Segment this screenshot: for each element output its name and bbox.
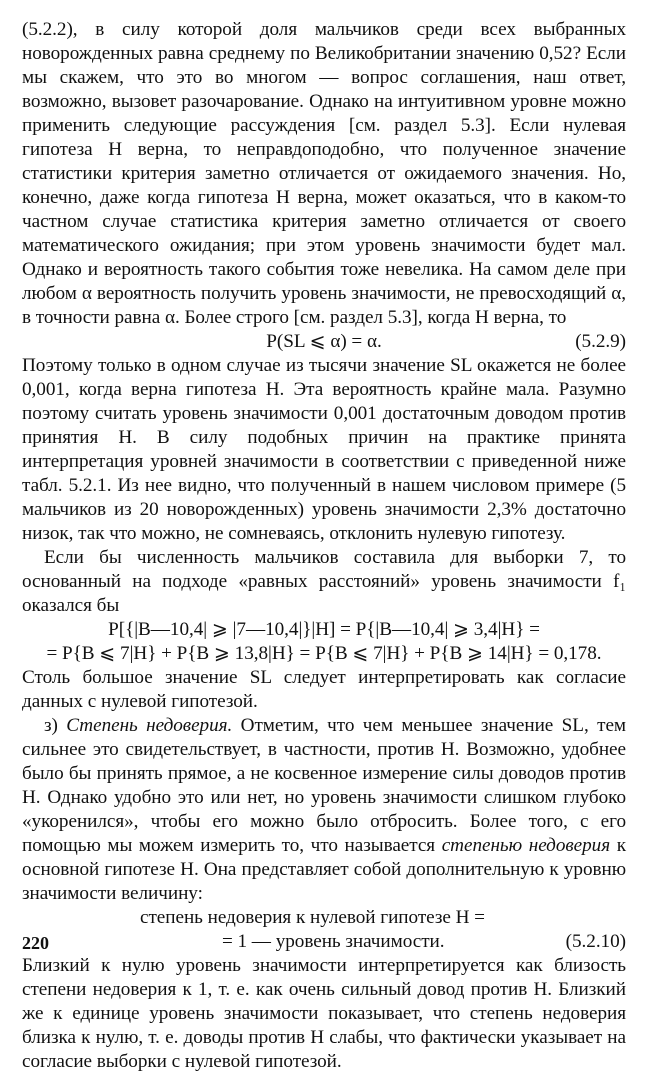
equation-5-2-10 [22, 930, 626, 954]
equation-probability-line-1: P[{|B—10,4| ⩾ |7—10,4|}|H] = P{|B—10,4| ⩾ 3,4|H} = [108, 619, 540, 640]
equation-5-2-9 [22, 330, 626, 354]
paragraph-5-text-b: к основной гипотезе H. Она представляет собой дополнительную к уровню значимости величину: [22, 835, 626, 904]
equation-probability-line-2: = P{B ⩽ 7|H} + P{B ⩾ 13,8|H} = P{B ⩽ 7|H} + P{B ⩾ 14|H} = 0,178. [46, 643, 602, 664]
paragraph-2: Поэтому только в одном случае из тысячи значение SL окажется не более 0,001, когда верна гипотеза H. Эта вероятность крайне мала. Разумно поэтому считать уровень значимости 0,001 достаточным доводом против принятия H. В силу подобных причин на практике принята интерпретация уровней значимости в соответствии с приведенной ниже табл. 5.2.1. Из нее видно, что полученный в нашем числовом примере (5 мальчиков из 20 новорожденных) уровень значимости 2,3% достаточно низок, так что можно, не сомневаясь, отклонить нулевую гипотезу. [22, 355, 626, 544]
equation-5-2-9-expression: P(SL ⩽ α) = α. [266, 331, 382, 352]
paragraph-3: Если бы численность мальчиков составила для выборки 7, то основанный на подходе «равных расстояний» уровень значимости f₁ оказался бы [22, 547, 626, 616]
equation-5-2-10-number: (5.2.10) [565, 931, 626, 952]
paragraph-5 [22, 714, 626, 906]
term-degree-of-distrust: степенью недоверия [441, 835, 611, 856]
equation-5-2-10-line-1: степень недоверия к нулевой гипотезе H = [140, 907, 485, 928]
equation-5-2-10-line-2: = 1 — уровень значимости. [222, 931, 445, 952]
section-heading: Степень недоверия. [66, 715, 233, 736]
page-body [22, 18, 626, 1074]
paragraph-5-text-a: Отметим, что чем меньшее значение SL, тем сильнее это свидетельствует, в частности, против H. Возможно, удобнее было бы принять прямое, а не косвенное измерение силы доводов против H. Однако удобно это или нет, но уровень значимости слишком глубоко «укоренился», чтобы его можно было отбросить. Более того, с его помощью мы можем измерить то, что называется [22, 715, 627, 856]
paragraph-6: Близкий к нулю уровень значимости интерпретируется как близость степени недоверия к 1, т. е. как очень сильный довод против H. Близкий же к единице уровень значимости показывает, что степень недоверия близка к нулю, т. е. доводы против H слабы, что фактически указывает на согласие выборки с нулевой гипотезой. [22, 955, 626, 1072]
section-label: з) [44, 715, 67, 736]
equation-5-2-9-number: (5.2.9) [575, 331, 626, 352]
paragraph-1: (5.2.2), в силу которой доля мальчиков среди всех выбранных новорожденных равна среднему по Великобритании значению 0,52? Если мы скажем, что это во многом — вопрос соглашения, наш ответ, возможно, вызовет разочарование. Однако на интуитивном уровне можно применить следующие рассуждения [см. раздел 5.3]. Если нулевая гипотеза H верна, то неправдоподобно, что полученное значение статистики критерия заметно отличается от ожидаемого значения. Но, конечно, даже когда гипотеза H верна, может оказаться, что в каком-то частном случае статистика критерия заметно отличается от своего математического ожидания; при этом уровень значимости будет мал. Однако и вероятность такого события тоже невелика. На самом деле при любом α вероятность получить уровень значимости, не превосходящий α, в точности равна α. Более строго [см. раздел 5.3], когда H верна, то [22, 19, 626, 328]
paragraph-4: Столь большое значение SL следует интерпретировать как согласие данных с нулевой гипотезой. [22, 667, 626, 712]
page-number: 220 [22, 933, 49, 953]
